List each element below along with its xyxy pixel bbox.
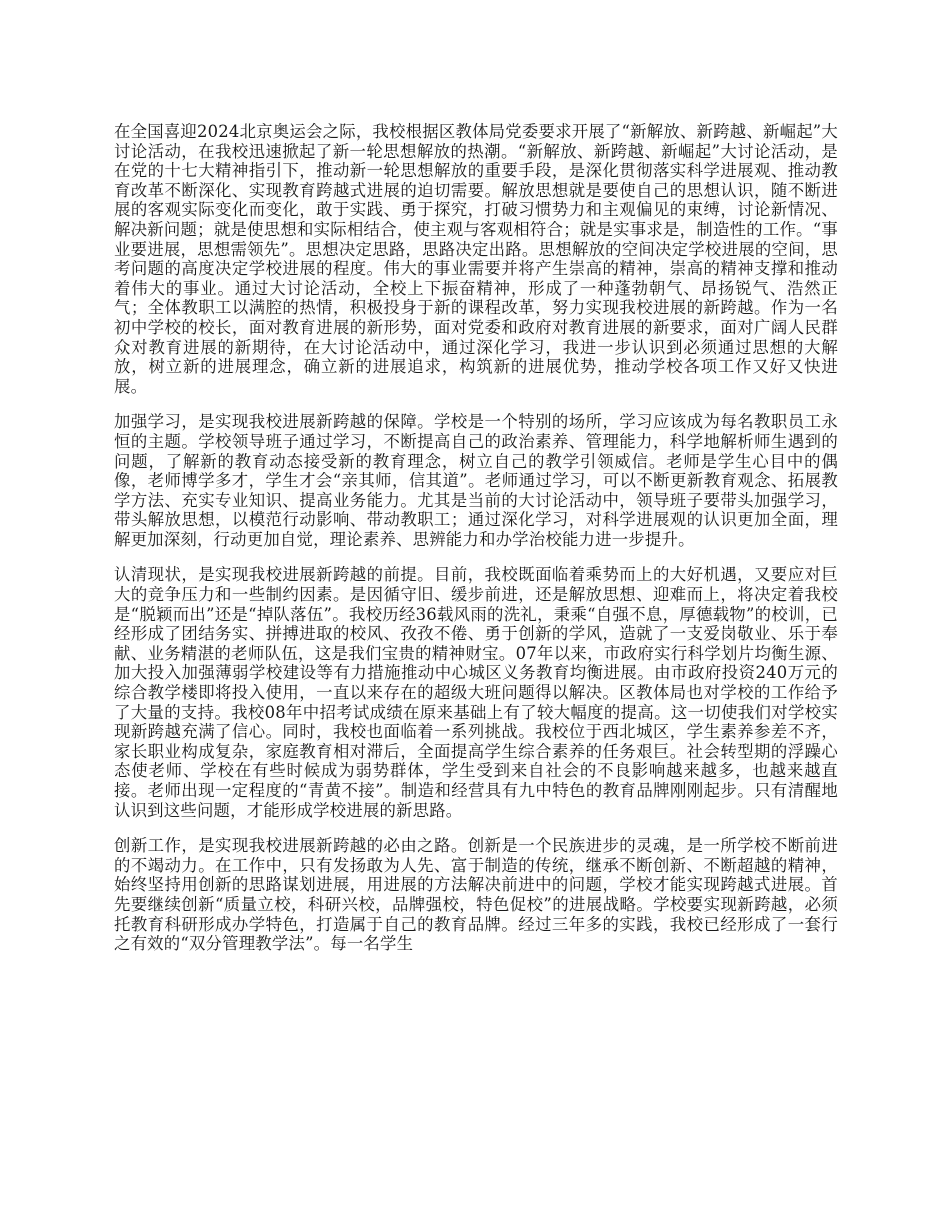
- paragraph-recognize-current-situation: 认清现状，是实现我校进展新跨越的前提。目前，我校既面临着乘势而上的大好机遇，又要应对巨大的竞争压力和一些制约因素。是因循守旧、缓步前进，还是解放思想、迎难而上，将决定着我校是“脱颖而出”还是“掉队落伍”。我校历经36载风雨的洗礼，秉乘“自强不息，厚德载物”的校训，已经形成了团结务实、拼搏进取的校风、孜孜不倦、勇于创新的学风，造就了一支爱岗敬业、乐于奉献、业务精湛的老师队伍，这是我们宝贵的精神财宝。07年以来，市政府实行科学划片均衡生源、加大投入加强薄弱学校建设等有力措施推动中心城区义务教育均衡进展。由市政府投资240万元的综合教学楼即将投入使用，一直以来存在的超级大班问题得以解决。区教体局也对学校的工作给予了大量的支持。我校08年中招考试成绩在原来基础上有了较大幅度的提高。这一切使我们对学校实现新跨越充满了信心。同时，我校也面临着一系列挑战。我校位于西北城区，学生素养参差不齐，家长职业构成复杂，家庭教育相对滞后，全面提高学生综合素养的任务艰巨。社会转型期的浮躁心态使老师、学校在有些时候成为弱势群体，学生受到来自社会的不良影响越来越多，也越来越直接。老师出现一定程度的“青黄不接”。制造和经营具有九中特色的教育品牌刚刚起步。只有清醒地认识到这些问题，才能形成学校进展的新思路。: [114, 565, 838, 820]
- document-body: [114, 122, 838, 970]
- paragraph-strengthen-learning: 加强学习，是实现我校进展新跨越的保障。学校是一个特别的场所，学习应该成为每名教职员工永恒的主题。学校领导班子通过学习，不断提高自己的政治素养、管理能力，科学地解析师生遇到的问题，了解新的教育动态接受新的教育理念，树立自己的教学引领威信。老师是学生心目中的偶像，老师博学多才，学生才会“亲其师，信其道”。老师通过学习，可以不断更新教育观念、拓展教学方法、充实专业知识、提高业务能力。尤其是当前的大讨论活动中，领导班子要带头加强学习，带头解放思想，以模范行动影响、带动教职工；通过深化学习，对科学进展观的认识更加全面，理解更加深刻，行动更加自觉，理论素养、思辨能力和办学治校能力进一步提升。: [114, 412, 838, 549]
- paragraph-innovate-work: 创新工作，是实现我校进展新跨越的必由之路。创新是一个民族进步的灵魂，是一所学校不断前进的不竭动力。在工作中，只有发扬敢为人先、富于制造的传统，继承不断创新、不断超越的精神，始终坚持用创新的思路谋划进展，用进展的方法解决前进中的问题，学校才能实现跨越式进展。首先要继续创新“质量立校，科研兴校，品牌强校，特色促校”的进展战略。学校要实现新跨越，必须托教育科研形成办学特色，打造属于自己的教育品牌。经过三年多的实践，我校已经形成了一套行之有效的“双分管理教学法”。每一名学生: [114, 836, 838, 954]
- paragraph-intro-thought-liberation: 在全国喜迎2024北京奥运会之际，我校根据区教体局党委要求开展了“新解放、新跨越、新崛起”大讨论活动，在我校迅速掀起了新一轮思想解放的热潮。“新解放、新跨越、新崛起”大讨论活动，是在党的十七大精神指引下，推动新一轮思想解放的重要手段，是深化贯彻落实科学进展观、推动教育改革不断深化、实现教育跨越式进展的迫切需要。解放思想就是要使自己的思想认识，随不断进展的客观实际变化而变化，敢于实践、勇于探究，打破习惯势力和主观偏见的束缚，讨论新情况、解决新问题；就是使思想和实际相结合，使主观与客观相符合；就是实事求是，制造性的工作。“事业要进展，思想需领先”。思想决定思路，思路决定出路。思想解放的空间决定学校进展的空间，思考问题的高度决定学校进展的程度。伟大的事业需要并将产生崇高的精神，崇高的精神支撑和推动着伟大的事业。通过大讨论活动，全校上下振奋精神，形成了一种蓬勃朝气、昂扬锐气、浩然正气；全体教职工以满腔的热情，积极投身于新的课程改革，努力实现我校进展的新跨越。作为一名初中学校的校长，面对教育进展的新形势，面对党委和政府对教育进展的新要求，面对广阔人民群众对教育进展的新期待，在大讨论活动中，通过深化学习，我进一步认识到必须通过思想的大解放，树立新的进展理念，确立新的进展追求，构筑新的进展优势，推动学校各项工作又好又快进展。: [114, 122, 838, 396]
